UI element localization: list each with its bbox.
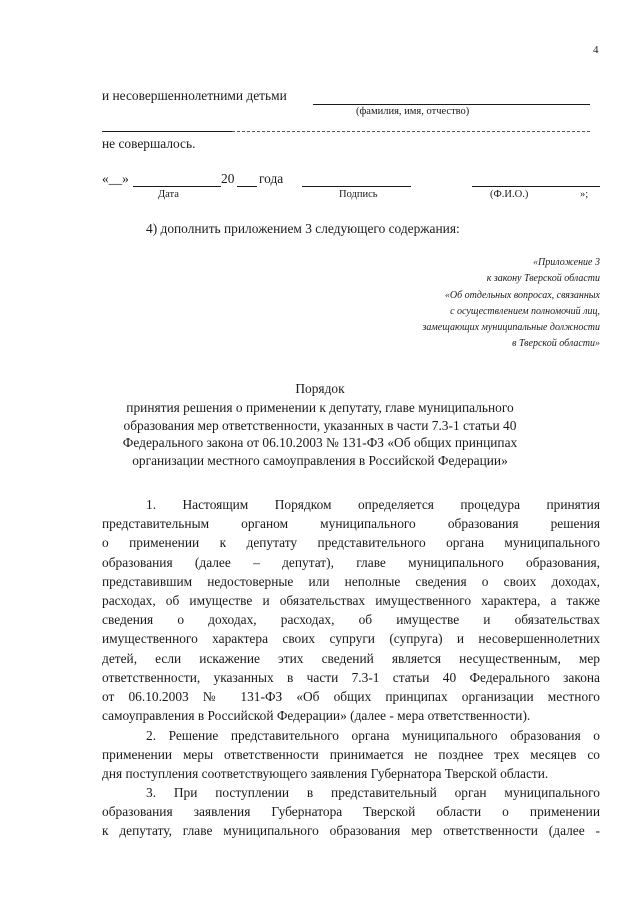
not-done-text: не совершалось. bbox=[102, 136, 196, 151]
children-line-text: и несовершеннолетними детьми bbox=[102, 88, 287, 103]
paragraph-line: сведения о доходах, расходах, об имуществе и обязательствах bbox=[102, 612, 600, 628]
fio-underline bbox=[313, 104, 590, 105]
paragraph-line: дня поступления соответствующего заявления Губернатора Тверской области. bbox=[102, 766, 549, 782]
caption-date: Дата bbox=[158, 189, 179, 200]
blank-line-left bbox=[102, 131, 232, 132]
appendix-line: «Об отдельных вопросах, связанных bbox=[444, 289, 600, 301]
year-underline bbox=[237, 186, 257, 187]
appendix-header bbox=[340, 255, 600, 353]
subtitle-line: принятия решения о применении к депутату, главе муниципального bbox=[126, 400, 514, 415]
paragraph-line: от 06.10.2003 № 131-ФЗ «Об общих принципах организации местного bbox=[102, 689, 600, 705]
paragraph-line: образования заявления Губернатора Тверской области о применении bbox=[102, 804, 600, 820]
paragraph-line: о применении к депутату представительного органа муниципального bbox=[102, 535, 600, 551]
date-open: «__» bbox=[102, 171, 129, 186]
fio-caption: (фамилия, имя, отчество) bbox=[356, 106, 470, 117]
appendix-line: замещающих муниципальные должности bbox=[422, 322, 600, 334]
page-number: 4 bbox=[593, 44, 599, 56]
caption-signature: Подпись bbox=[339, 189, 378, 200]
paragraph-line: представительным органом муниципального образования решения bbox=[102, 516, 600, 532]
blank-line-right bbox=[232, 131, 590, 132]
document-subtitle bbox=[95, 399, 545, 469]
paragraph-line: применении меры ответственности принимается не позднее трех месяцев со bbox=[102, 747, 600, 763]
paragraph-line: ответственности, указанных в части 7.3-1 статьи 40 Федерального закона bbox=[102, 669, 600, 685]
appendix-line: «Приложение 3 bbox=[533, 257, 600, 268]
item-4-text: 4) дополнить приложением 3 следующего содержания: bbox=[146, 221, 460, 236]
caption-fio: (Ф.И.О.) bbox=[490, 189, 529, 200]
date-year: 20 bbox=[221, 171, 235, 186]
paragraph-2 bbox=[102, 726, 600, 784]
paragraph-line: детей, если искажение этих сведений является несущественным, мер bbox=[102, 650, 600, 666]
paragraph-1 bbox=[102, 495, 600, 725]
paragraph-line: образования (далее – депутат), главе муниципального образования, bbox=[102, 554, 600, 570]
paragraph-line: 1. Настоящим Порядком определяется процедура принятия bbox=[146, 497, 600, 512]
paragraph-line: имущественного характера своих супруги (супруга) и несовершеннолетних bbox=[102, 631, 600, 647]
appendix-line: с осуществлением полномочий лиц, bbox=[450, 305, 600, 317]
paragraph-line: представившим недостоверные или неполные сведения о своих доходах, bbox=[102, 573, 600, 589]
date-underline bbox=[133, 186, 221, 187]
paragraph-line: расходах, об имуществе и обязательствах имущественного характера, а также bbox=[102, 593, 600, 609]
paragraph-3 bbox=[102, 783, 600, 841]
name-underline bbox=[472, 186, 600, 187]
appendix-line: к закону Тверской области bbox=[486, 273, 600, 285]
signature-underline bbox=[302, 186, 411, 187]
subtitle-line: образования мер ответственности, указанных в части 7.3-1 статьи 40 bbox=[123, 417, 517, 433]
paragraph-line: к депутату, главе муниципального образования мер ответственности (далее - bbox=[102, 823, 600, 839]
date-suffix: года bbox=[259, 171, 284, 186]
paragraph-line: 2. Решение представительного органа муниципального образования о bbox=[146, 728, 600, 743]
caption-end: »; bbox=[580, 189, 589, 200]
subtitle-line: Федерального закона от 06.10.2003 № 131-ФЗ «Об общих принципах bbox=[122, 435, 518, 451]
subtitle-line: организации местного самоуправления в Российской Федерации» bbox=[132, 452, 508, 468]
paragraph-line: самоуправления в Российской Федерации» (далее - мера ответственности). bbox=[102, 708, 531, 724]
paragraph-line: 3. При поступлении в представительный орган муниципального bbox=[146, 785, 600, 800]
document-title: Порядок bbox=[295, 381, 345, 396]
appendix-line: в Тверской области» bbox=[512, 338, 600, 350]
